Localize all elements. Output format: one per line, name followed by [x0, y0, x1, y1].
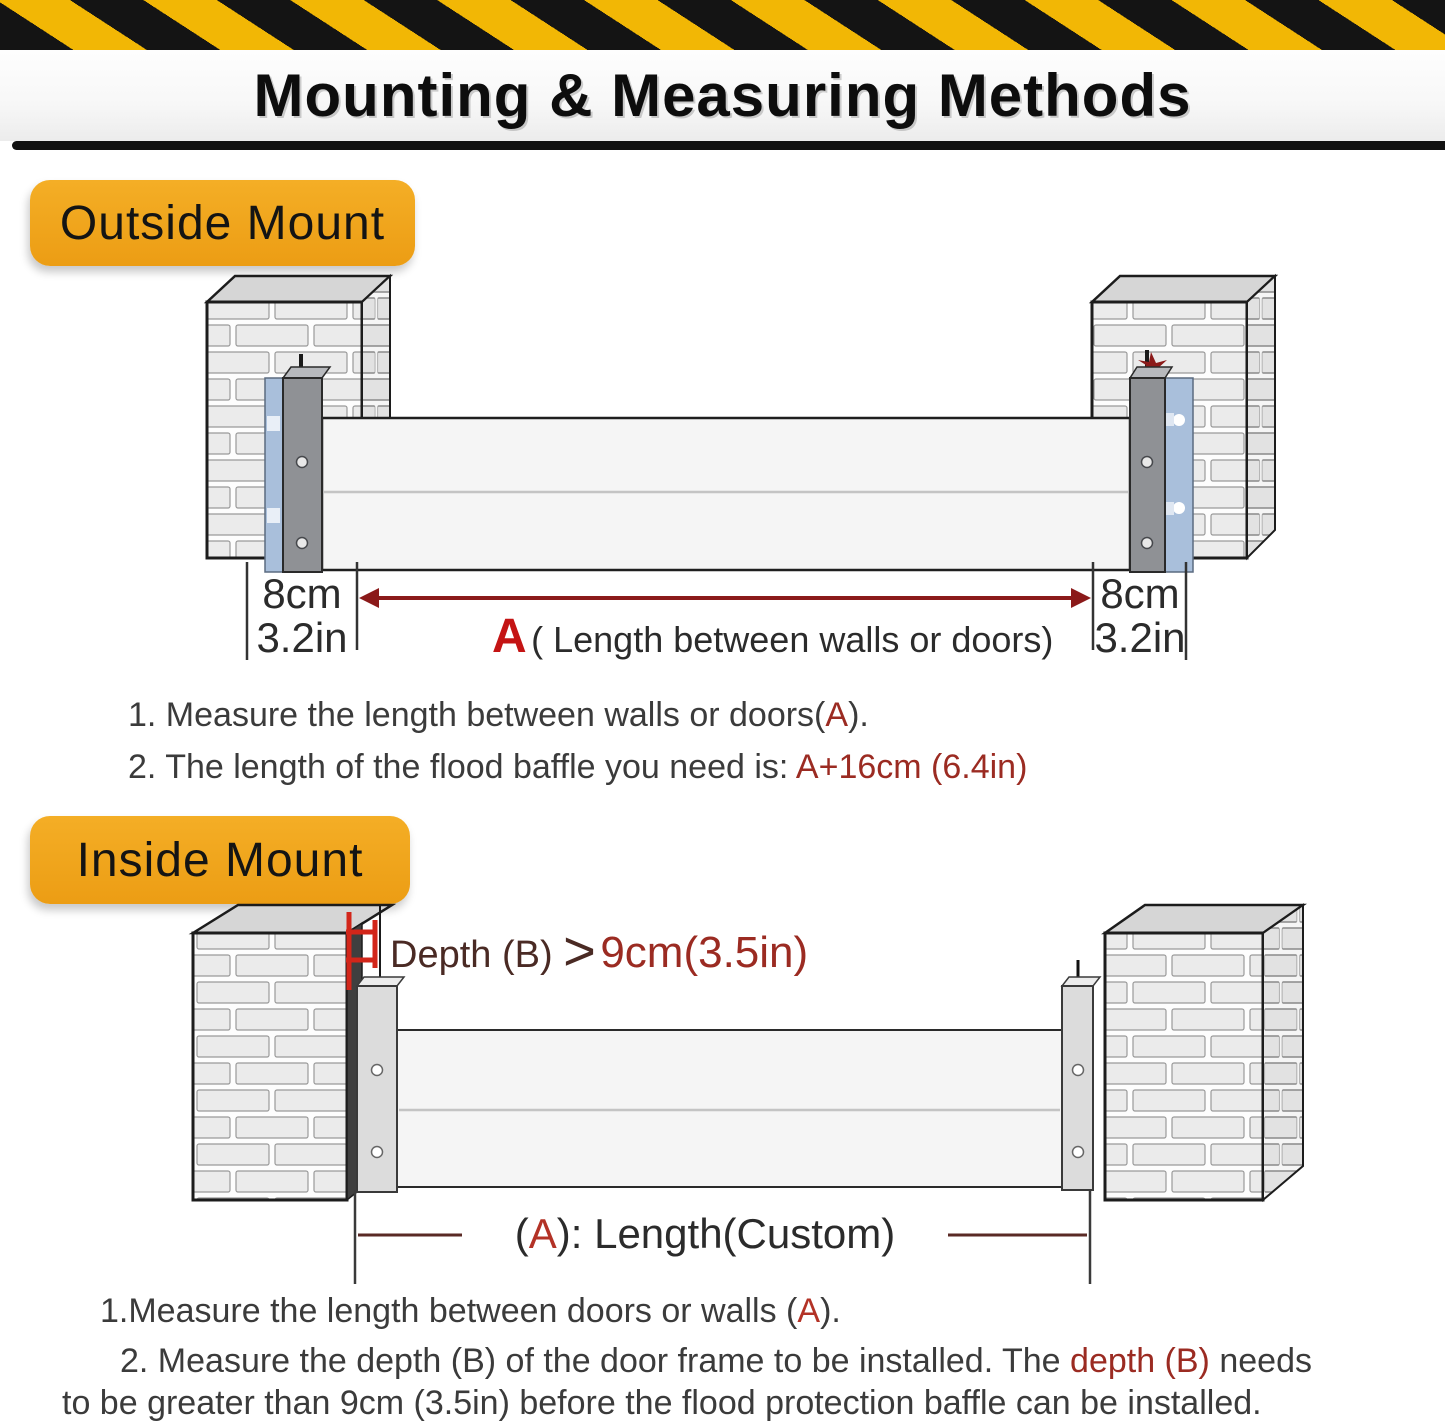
length-custom-label: (A): Length(Custom) — [514, 1210, 896, 1257]
arrowhead-left — [359, 588, 379, 608]
dim-left-in: 3.2in — [256, 614, 348, 661]
left-channel-bracket — [283, 354, 330, 572]
inside-left-bracket — [357, 977, 404, 1192]
label-a: A — [528, 1210, 557, 1257]
flood-barrier-panel-inside — [397, 1030, 1062, 1187]
screw-hole — [372, 1065, 383, 1076]
outside-mount-label: Outside Mount — [30, 180, 415, 266]
right-channel-bracket — [1130, 350, 1172, 572]
outside-step-2: 2. The length of the flood baffle you need is: A+16cm (6.4in) — [128, 748, 1028, 786]
arrowhead-right — [1071, 588, 1091, 608]
hazard-stripe-banner — [0, 0, 1445, 50]
outside-step-1: 1. Measure the length between walls or doors(A). — [128, 696, 869, 734]
screw-hole — [1142, 538, 1153, 549]
screw-hole — [297, 457, 308, 468]
inside-right-bracket — [1062, 960, 1100, 1190]
screw-hole — [1073, 1147, 1084, 1158]
flood-barrier-panel — [322, 418, 1130, 570]
divider-bar — [12, 141, 1445, 150]
depth-label-text: Depth (B) — [390, 934, 564, 976]
page-title: Mounting & Measuring Methods — [253, 62, 1192, 129]
dim-right-in: 3.2in — [1094, 614, 1186, 661]
left-seal-strip — [265, 378, 283, 572]
label-a: A — [492, 610, 527, 663]
screw-hole — [372, 1147, 383, 1158]
screw-hole — [297, 538, 308, 549]
right-seal-strip — [1165, 378, 1193, 572]
label-a-text: ( Length between walls or doors) — [531, 619, 1054, 660]
depth-value: 9cm(3.5in) — [600, 928, 809, 977]
depth-label — [390, 919, 808, 982]
inside-right-wall — [1105, 905, 1303, 1200]
outside-mount-diagram — [0, 268, 1445, 688]
greater-than-sign: > — [563, 919, 596, 982]
screw-hole — [1142, 457, 1153, 468]
length-a-label — [492, 610, 1053, 663]
inside-mount-diagram — [0, 898, 1445, 1292]
inside-mount-label: Inside Mount — [30, 816, 410, 904]
dim-left-cm: 8cm — [262, 570, 342, 617]
inside-step-2: 2. Measure the depth (B) of the door frame to be installed. The depth (B) needs — [120, 1342, 1312, 1380]
inside-step-2-line2: to be greater than 9cm (3.5in) before the flood protection baffle can be installed. — [62, 1384, 1262, 1421]
title-band — [0, 50, 1445, 141]
dim-right-cm: 8cm — [1100, 570, 1180, 617]
inside-step-1: 1.Measure the length between doors or walls (A). — [100, 1292, 841, 1330]
screw-hole — [1073, 1065, 1084, 1076]
